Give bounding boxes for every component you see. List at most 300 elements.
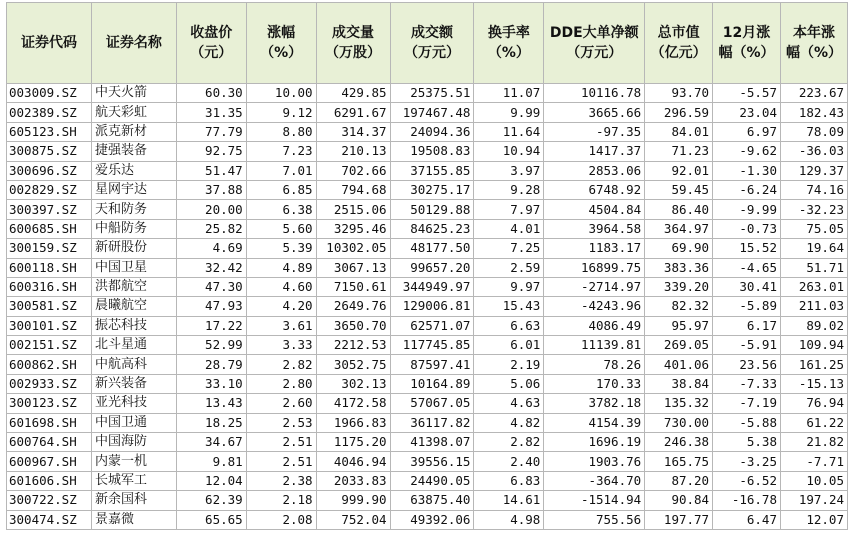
cell-volume: 999.90 xyxy=(316,491,390,510)
stock-table xyxy=(6,2,848,530)
table-row xyxy=(7,297,848,316)
cell-turnover-rate: 4.01 xyxy=(474,219,544,238)
table-row xyxy=(7,433,848,452)
cell-name: 中国卫星 xyxy=(91,258,176,277)
cell-code: 300101.SZ xyxy=(7,316,92,335)
cell-name: 捷强装备 xyxy=(91,142,176,161)
cell-code: 002151.SZ xyxy=(7,336,92,355)
cell-dde-net: 1183.17 xyxy=(544,239,645,258)
column-header-ytd-change xyxy=(780,3,847,84)
table-row xyxy=(7,84,848,103)
cell-code: 300159.SZ xyxy=(7,239,92,258)
cell-dec-change: -16.78 xyxy=(713,491,781,510)
cell-turnover-rate: 15.43 xyxy=(474,297,544,316)
cell-ytd-change: 61.22 xyxy=(780,413,847,432)
cell-dde-net: 1417.37 xyxy=(544,142,645,161)
cell-close-price: 13.43 xyxy=(176,394,246,413)
column-header-line: （万股） xyxy=(325,45,382,61)
column-header-line: 本年涨 xyxy=(792,25,835,41)
cell-ytd-change: 161.25 xyxy=(780,355,847,374)
cell-change-pct: 5.60 xyxy=(246,219,316,238)
cell-volume: 7150.61 xyxy=(316,277,390,296)
column-header-market-cap xyxy=(645,3,713,84)
cell-dde-net: 3665.66 xyxy=(544,103,645,122)
cell-name: 亚光科技 xyxy=(91,394,176,413)
cell-market-cap: 93.70 xyxy=(645,84,713,103)
cell-dec-change: -9.62 xyxy=(713,142,781,161)
cell-dec-change: -5.91 xyxy=(713,336,781,355)
cell-change-pct: 7.23 xyxy=(246,142,316,161)
cell-dec-change: -0.73 xyxy=(713,219,781,238)
cell-change-pct: 6.38 xyxy=(246,200,316,219)
table-row xyxy=(7,491,848,510)
cell-close-price: 20.00 xyxy=(176,200,246,219)
cell-close-price: 25.82 xyxy=(176,219,246,238)
table-row xyxy=(7,471,848,490)
cell-name: 派克新材 xyxy=(91,122,176,141)
cell-change-pct: 9.12 xyxy=(246,103,316,122)
cell-ytd-change: 89.02 xyxy=(780,316,847,335)
cell-turnover-rate: 9.97 xyxy=(474,277,544,296)
cell-volume: 2649.76 xyxy=(316,297,390,316)
cell-name: 星网宇达 xyxy=(91,180,176,199)
cell-dde-net: 170.33 xyxy=(544,374,645,393)
cell-code: 601698.SH xyxy=(7,413,92,432)
cell-turnover-rate: 2.19 xyxy=(474,355,544,374)
cell-dec-change: -6.24 xyxy=(713,180,781,199)
cell-ytd-change: 78.09 xyxy=(780,122,847,141)
table-row xyxy=(7,122,848,141)
column-header-line: 收盘价 xyxy=(190,25,233,41)
cell-turnover-rate: 7.97 xyxy=(474,200,544,219)
cell-ytd-change: 76.94 xyxy=(780,394,847,413)
column-header-change-pct xyxy=(246,3,316,84)
cell-code: 300474.SZ xyxy=(7,510,92,529)
cell-volume: 1175.20 xyxy=(316,433,390,452)
cell-market-cap: 87.20 xyxy=(645,471,713,490)
cell-name: 中国海防 xyxy=(91,433,176,452)
cell-dec-change: -5.89 xyxy=(713,297,781,316)
cell-change-pct: 2.82 xyxy=(246,355,316,374)
cell-turnover-rate: 2.59 xyxy=(474,258,544,277)
cell-dec-change: -7.19 xyxy=(713,394,781,413)
column-header-line: （%） xyxy=(487,45,530,61)
cell-close-price: 34.67 xyxy=(176,433,246,452)
table-row xyxy=(7,510,848,529)
cell-code: 600764.SH xyxy=(7,433,92,452)
cell-turnover-amount: 129006.81 xyxy=(390,297,474,316)
cell-dde-net: 2853.06 xyxy=(544,161,645,180)
table-header xyxy=(7,3,848,84)
cell-close-price: 12.04 xyxy=(176,471,246,490)
cell-dde-net: 16899.75 xyxy=(544,258,645,277)
cell-close-price: 77.79 xyxy=(176,122,246,141)
cell-ytd-change: 109.94 xyxy=(780,336,847,355)
cell-market-cap: 730.00 xyxy=(645,413,713,432)
cell-turnover-amount: 41398.07 xyxy=(390,433,474,452)
cell-turnover-amount: 62571.07 xyxy=(390,316,474,335)
cell-volume: 2033.83 xyxy=(316,471,390,490)
cell-dec-change: -4.65 xyxy=(713,258,781,277)
table-row xyxy=(7,200,848,219)
cell-dde-net: 3782.18 xyxy=(544,394,645,413)
cell-close-price: 47.30 xyxy=(176,277,246,296)
cell-change-pct: 3.33 xyxy=(246,336,316,355)
cell-dde-net: -1514.94 xyxy=(544,491,645,510)
cell-close-price: 37.88 xyxy=(176,180,246,199)
cell-turnover-amount: 19508.83 xyxy=(390,142,474,161)
cell-turnover-rate: 6.83 xyxy=(474,471,544,490)
table-row xyxy=(7,374,848,393)
table-row xyxy=(7,316,848,335)
cell-ytd-change: 51.71 xyxy=(780,258,847,277)
cell-market-cap: 383.36 xyxy=(645,258,713,277)
table-row xyxy=(7,336,848,355)
cell-ytd-change: 129.37 xyxy=(780,161,847,180)
cell-name: 内蒙一机 xyxy=(91,452,176,471)
table-row xyxy=(7,394,848,413)
cell-dec-change: 23.56 xyxy=(713,355,781,374)
cell-change-pct: 2.51 xyxy=(246,433,316,452)
cell-market-cap: 38.84 xyxy=(645,374,713,393)
cell-dde-net: 10116.78 xyxy=(544,84,645,103)
cell-name: 航天彩虹 xyxy=(91,103,176,122)
column-header-line: （亿元） xyxy=(650,45,707,61)
cell-ytd-change: 12.07 xyxy=(780,510,847,529)
column-header-line: 成交额 xyxy=(410,25,453,41)
cell-code: 601606.SH xyxy=(7,471,92,490)
cell-change-pct: 2.80 xyxy=(246,374,316,393)
cell-market-cap: 71.23 xyxy=(645,142,713,161)
cell-dde-net: 4154.39 xyxy=(544,413,645,432)
cell-market-cap: 339.20 xyxy=(645,277,713,296)
cell-close-price: 17.22 xyxy=(176,316,246,335)
cell-name: 中船防务 xyxy=(91,219,176,238)
cell-ytd-change: -15.13 xyxy=(780,374,847,393)
cell-volume: 302.13 xyxy=(316,374,390,393)
cell-dde-net: -364.70 xyxy=(544,471,645,490)
column-header-line: 涨幅 xyxy=(267,25,296,41)
cell-turnover-amount: 30275.17 xyxy=(390,180,474,199)
cell-change-pct: 4.89 xyxy=(246,258,316,277)
cell-code: 003009.SZ xyxy=(7,84,92,103)
cell-code: 600316.SH xyxy=(7,277,92,296)
cell-name: 新兴装备 xyxy=(91,374,176,393)
cell-name: 长城军工 xyxy=(91,471,176,490)
cell-market-cap: 246.38 xyxy=(645,433,713,452)
table-row xyxy=(7,413,848,432)
cell-name: 中天火箭 xyxy=(91,84,176,103)
cell-close-price: 62.39 xyxy=(176,491,246,510)
cell-turnover-amount: 24094.36 xyxy=(390,122,474,141)
cell-volume: 702.66 xyxy=(316,161,390,180)
cell-change-pct: 2.18 xyxy=(246,491,316,510)
cell-turnover-rate: 5.06 xyxy=(474,374,544,393)
cell-dec-change: -1.30 xyxy=(713,161,781,180)
cell-volume: 752.04 xyxy=(316,510,390,529)
cell-ytd-change: 74.16 xyxy=(780,180,847,199)
cell-code: 300123.SZ xyxy=(7,394,92,413)
cell-market-cap: 95.97 xyxy=(645,316,713,335)
cell-volume: 6291.67 xyxy=(316,103,390,122)
cell-dec-change: -5.57 xyxy=(713,84,781,103)
column-header-dec-change xyxy=(713,3,781,84)
cell-turnover-amount: 84625.23 xyxy=(390,219,474,238)
cell-close-price: 18.25 xyxy=(176,413,246,432)
cell-ytd-change: 211.03 xyxy=(780,297,847,316)
column-header-line: （万元） xyxy=(403,45,460,61)
cell-change-pct: 2.08 xyxy=(246,510,316,529)
cell-dec-change: 23.04 xyxy=(713,103,781,122)
column-header-line: 证券名称 xyxy=(105,35,162,51)
cell-dde-net: 6748.92 xyxy=(544,180,645,199)
cell-dec-change: -5.88 xyxy=(713,413,781,432)
cell-dde-net: -4243.96 xyxy=(544,297,645,316)
cell-turnover-rate: 2.40 xyxy=(474,452,544,471)
cell-dde-net: 11139.81 xyxy=(544,336,645,355)
cell-code: 300875.SZ xyxy=(7,142,92,161)
column-header-line: 换手率 xyxy=(487,25,530,41)
column-header-line: 幅（%） xyxy=(718,45,775,61)
cell-close-price: 31.35 xyxy=(176,103,246,122)
cell-code: 605123.SH xyxy=(7,122,92,141)
cell-turnover-amount: 57067.05 xyxy=(390,394,474,413)
cell-code: 600118.SH xyxy=(7,258,92,277)
cell-volume: 314.37 xyxy=(316,122,390,141)
cell-dde-net: 78.26 xyxy=(544,355,645,374)
table-row xyxy=(7,219,848,238)
cell-turnover-amount: 117745.85 xyxy=(390,336,474,355)
cell-close-price: 4.69 xyxy=(176,239,246,258)
cell-dec-change: -9.99 xyxy=(713,200,781,219)
cell-volume: 3650.70 xyxy=(316,316,390,335)
cell-change-pct: 2.60 xyxy=(246,394,316,413)
cell-turnover-amount: 63875.40 xyxy=(390,491,474,510)
column-header-volume xyxy=(316,3,390,84)
cell-volume: 210.13 xyxy=(316,142,390,161)
cell-turnover-rate: 11.64 xyxy=(474,122,544,141)
cell-ytd-change: 10.05 xyxy=(780,471,847,490)
cell-dec-change: 6.47 xyxy=(713,510,781,529)
cell-change-pct: 2.51 xyxy=(246,452,316,471)
cell-turnover-rate: 6.63 xyxy=(474,316,544,335)
cell-ytd-change: 182.43 xyxy=(780,103,847,122)
column-header-line: 幅（%） xyxy=(785,45,842,61)
cell-volume: 10302.05 xyxy=(316,239,390,258)
cell-market-cap: 269.05 xyxy=(645,336,713,355)
cell-dec-change: 30.41 xyxy=(713,277,781,296)
cell-name: 振芯科技 xyxy=(91,316,176,335)
cell-turnover-rate: 2.82 xyxy=(474,433,544,452)
cell-volume: 1966.83 xyxy=(316,413,390,432)
cell-dde-net: 1903.76 xyxy=(544,452,645,471)
cell-dec-change: 6.97 xyxy=(713,122,781,141)
cell-turnover-rate: 9.99 xyxy=(474,103,544,122)
cell-ytd-change: 19.64 xyxy=(780,239,847,258)
column-header-line: 12月涨 xyxy=(722,25,771,41)
column-header-line: （元） xyxy=(190,45,233,61)
cell-dec-change: 5.38 xyxy=(713,433,781,452)
cell-change-pct: 4.60 xyxy=(246,277,316,296)
column-header-line: DDE大单净额 xyxy=(549,25,639,41)
cell-turnover-amount: 39556.15 xyxy=(390,452,474,471)
cell-change-pct: 2.38 xyxy=(246,471,316,490)
cell-ytd-change: -36.03 xyxy=(780,142,847,161)
cell-dec-change: -6.52 xyxy=(713,471,781,490)
cell-code: 600862.SH xyxy=(7,355,92,374)
cell-dde-net: 4504.84 xyxy=(544,200,645,219)
cell-market-cap: 401.06 xyxy=(645,355,713,374)
cell-turnover-amount: 25375.51 xyxy=(390,84,474,103)
cell-turnover-amount: 50129.88 xyxy=(390,200,474,219)
cell-market-cap: 197.77 xyxy=(645,510,713,529)
cell-turnover-rate: 7.25 xyxy=(474,239,544,258)
cell-turnover-amount: 344949.97 xyxy=(390,277,474,296)
cell-volume: 4172.58 xyxy=(316,394,390,413)
cell-dde-net: 4086.49 xyxy=(544,316,645,335)
cell-name: 中国卫通 xyxy=(91,413,176,432)
table-row xyxy=(7,277,848,296)
cell-turnover-amount: 49392.06 xyxy=(390,510,474,529)
cell-code: 300397.SZ xyxy=(7,200,92,219)
cell-code: 002389.SZ xyxy=(7,103,92,122)
cell-close-price: 32.42 xyxy=(176,258,246,277)
table-row xyxy=(7,239,848,258)
cell-turnover-amount: 10164.89 xyxy=(390,374,474,393)
cell-market-cap: 135.32 xyxy=(645,394,713,413)
cell-name: 爱乐达 xyxy=(91,161,176,180)
cell-change-pct: 8.80 xyxy=(246,122,316,141)
cell-market-cap: 59.45 xyxy=(645,180,713,199)
cell-close-price: 60.30 xyxy=(176,84,246,103)
cell-ytd-change: 21.82 xyxy=(780,433,847,452)
column-header-line: （万元） xyxy=(566,45,623,61)
table-row xyxy=(7,355,848,374)
cell-name: 景嘉微 xyxy=(91,510,176,529)
cell-change-pct: 5.39 xyxy=(246,239,316,258)
table-body xyxy=(7,84,848,530)
table-row xyxy=(7,452,848,471)
cell-name: 洪都航空 xyxy=(91,277,176,296)
cell-change-pct: 2.53 xyxy=(246,413,316,432)
cell-code: 300696.SZ xyxy=(7,161,92,180)
cell-turnover-rate: 9.28 xyxy=(474,180,544,199)
cell-name: 中航高科 xyxy=(91,355,176,374)
cell-turnover-amount: 48177.50 xyxy=(390,239,474,258)
cell-ytd-change: 223.67 xyxy=(780,84,847,103)
cell-turnover-amount: 37155.85 xyxy=(390,161,474,180)
table-row xyxy=(7,161,848,180)
column-header-line: 总市值 xyxy=(657,25,700,41)
cell-ytd-change: 197.24 xyxy=(780,491,847,510)
cell-name: 北斗星通 xyxy=(91,336,176,355)
column-header-line: 证券代码 xyxy=(20,35,77,51)
cell-turnover-rate: 6.01 xyxy=(474,336,544,355)
cell-close-price: 52.99 xyxy=(176,336,246,355)
cell-change-pct: 4.20 xyxy=(246,297,316,316)
cell-close-price: 28.79 xyxy=(176,355,246,374)
cell-turnover-rate: 4.82 xyxy=(474,413,544,432)
cell-dde-net: 1696.19 xyxy=(544,433,645,452)
cell-change-pct: 6.85 xyxy=(246,180,316,199)
column-header-dde-net xyxy=(544,3,645,84)
cell-turnover-amount: 99657.20 xyxy=(390,258,474,277)
column-header-code xyxy=(7,3,92,84)
table-row xyxy=(7,180,848,199)
cell-dde-net: -97.35 xyxy=(544,122,645,141)
cell-close-price: 9.81 xyxy=(176,452,246,471)
cell-market-cap: 296.59 xyxy=(645,103,713,122)
table-row xyxy=(7,103,848,122)
cell-market-cap: 92.01 xyxy=(645,161,713,180)
column-header-close-price xyxy=(176,3,246,84)
cell-ytd-change: 263.01 xyxy=(780,277,847,296)
cell-change-pct: 10.00 xyxy=(246,84,316,103)
cell-market-cap: 86.40 xyxy=(645,200,713,219)
cell-code: 600967.SH xyxy=(7,452,92,471)
cell-dec-change: 6.17 xyxy=(713,316,781,335)
cell-name: 新余国科 xyxy=(91,491,176,510)
cell-turnover-rate: 4.63 xyxy=(474,394,544,413)
cell-dde-net: 755.56 xyxy=(544,510,645,529)
column-header-turnover-amount xyxy=(390,3,474,84)
cell-code: 300722.SZ xyxy=(7,491,92,510)
cell-volume: 429.85 xyxy=(316,84,390,103)
cell-ytd-change: -7.71 xyxy=(780,452,847,471)
cell-turnover-rate: 10.94 xyxy=(474,142,544,161)
cell-dde-net: 3964.58 xyxy=(544,219,645,238)
cell-market-cap: 82.32 xyxy=(645,297,713,316)
cell-volume: 3295.46 xyxy=(316,219,390,238)
cell-code: 002829.SZ xyxy=(7,180,92,199)
cell-volume: 3052.75 xyxy=(316,355,390,374)
column-header-turnover-rate xyxy=(474,3,544,84)
cell-change-pct: 7.01 xyxy=(246,161,316,180)
cell-market-cap: 90.84 xyxy=(645,491,713,510)
cell-close-price: 47.93 xyxy=(176,297,246,316)
cell-turnover-amount: 197467.48 xyxy=(390,103,474,122)
cell-dec-change: -7.33 xyxy=(713,374,781,393)
cell-volume: 2212.53 xyxy=(316,336,390,355)
cell-name: 新研股份 xyxy=(91,239,176,258)
header-row xyxy=(7,3,848,84)
cell-ytd-change: -32.23 xyxy=(780,200,847,219)
column-header-line: 成交量 xyxy=(332,25,375,41)
cell-turnover-rate: 14.61 xyxy=(474,491,544,510)
cell-volume: 3067.13 xyxy=(316,258,390,277)
cell-volume: 2515.06 xyxy=(316,200,390,219)
cell-turnover-amount: 24490.05 xyxy=(390,471,474,490)
cell-turnover-rate: 4.98 xyxy=(474,510,544,529)
cell-market-cap: 84.01 xyxy=(645,122,713,141)
cell-code: 300581.SZ xyxy=(7,297,92,316)
table-row xyxy=(7,258,848,277)
cell-market-cap: 364.97 xyxy=(645,219,713,238)
cell-volume: 4046.94 xyxy=(316,452,390,471)
cell-dec-change: -3.25 xyxy=(713,452,781,471)
cell-turnover-amount: 36117.82 xyxy=(390,413,474,432)
cell-market-cap: 69.90 xyxy=(645,239,713,258)
cell-market-cap: 165.75 xyxy=(645,452,713,471)
column-header-name xyxy=(91,3,176,84)
cell-change-pct: 3.61 xyxy=(246,316,316,335)
cell-close-price: 65.65 xyxy=(176,510,246,529)
cell-volume: 794.68 xyxy=(316,180,390,199)
cell-code: 002933.SZ xyxy=(7,374,92,393)
cell-code: 600685.SH xyxy=(7,219,92,238)
cell-close-price: 92.75 xyxy=(176,142,246,161)
cell-ytd-change: 75.05 xyxy=(780,219,847,238)
